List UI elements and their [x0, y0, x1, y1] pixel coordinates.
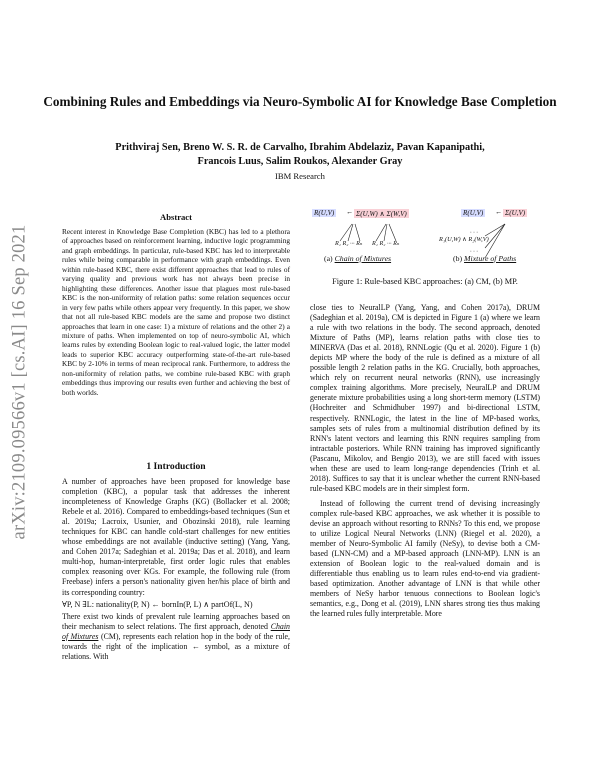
- intro-p2-end: (CM), represents each relation hop in the body of the rule, towards the right of the implication ← symbol, as a mixture of relations. With: [62, 631, 291, 661]
- figure-1-caption: Figure 1: Rule-based KBC approaches: (a) CM, (b) MP.: [332, 277, 518, 286]
- subcaption-b-label: (b): [453, 254, 465, 263]
- intro-paragraph-1: A number of approaches have been proposed for knowledge base completion (KBC), a popular task that addresses the inherent incompleteness of Knowledge Graphs (KG) (Bollacker et al. 2008; Rebele et al. 2016). Compared to embeddings-based techniques (Sun et al. 2019a; Lacroix, Usunier, and Obozinski 2018), rule learning techniques for KBC can handle cold-start challenges for new entities whose embeddings are not available (inductive setting) (Yang, Yang, and Cohen 2017a; Sadeghian et al. 2019a; Das et al. 2018), and learn multi-hop, human-interpretable, first order logic rules that enables complex reasoning over KGs. For example, the following rule (from Freebase) infers a person's nationality given her/his place of birth and its corresponding country:: [62, 477, 290, 597]
- intro-p2-cm-term: Chain of Mixtures: [62, 621, 290, 641]
- mp-implication-arrow: ←: [495, 208, 503, 216]
- mp-dots-top: · · ·: [470, 229, 478, 236]
- cm-head-relation: R(U,V): [314, 209, 335, 217]
- mp-head-relation: R(U,V): [463, 209, 484, 217]
- right-paragraph-1: close ties to NeuralLP (Yang, Yang, and Cohen 2017a), DRUM (Sadeghian et al. 2019a), CM is depicted in Figure 1 (a) where we learn a rule with two relations in the body. The second approach, denoted Mixture of Paths (MP), learns relation paths with close ties to MINERVA (Das et al. 2018), RNNLogic (Qu et al. 2020). Figure 1 (b) depicts MP where the body of the rule is defined as a mixture of all possible length 2 relation paths in the KG. Crucially, both approaches, which rely on recurrent neural networks (RNN), use increasingly complex training algorithms. More precisely, NeuralLP and DRUM generate mixture probabilities using a long short-term memory (LSTM) (Hochreiter and Schmidhuber 1997) and bi-directional LSTM, respectively. RNNLogic, the latest in the line of MP-based works, samples sets of rules from a multinomial distribution defined by its RNN's latent vectors and learning this RNN requires sampling from intractable posteriors. While RNN training has improved significantly (Pascanu, Mikolov, and Bengio 2013), we are still faced with issues when these are used to learn long-range dependencies (Trinh et al. 2018). Suffices to say that it is unclear whether the current RNN-based rule-based KBC models are in their simplest form.: [310, 303, 540, 493]
- right-paragraph-2: Instead of following the current trend of devising increasingly complex rule-based KBC approaches, we ask whether it is possible to devise an approach without resorting to RNNs? To this end, we propose to utilize Logical Neural Networks (LNN) (Riegel et al. 2020), a member of Neuro-Symbolic AI family (NeSy), to devise both a CM-based (LNN-CM) and a MP-based approach (LNN-MP). LNN is an extension of Boolean logic to the real-valued domain and is differentiable thus enabling us to learn rules end-to-end via gradient-based optimization. Another advantage of LNN is that while other members of NeSy harbor tenuous connections to Boolean logic's semantics, e.g., Dong et al. (2019), LNN shares strong ties thus making the learned rules fully interpretable. More: [310, 498, 540, 619]
- section-heading-introduction: 1 Introduction: [146, 461, 206, 472]
- authors-line-1: Prithviraj Sen, Breno W. S. R. de Carvalho, Ibrahim Abdelaziz, Pavan Kapanipathi,: [115, 142, 485, 153]
- nationality-rule-formula: ∀P, N ∃L: nationality(P, N) ← bornIn(P, L) ∧ partOf(L, N): [62, 599, 253, 609]
- arxiv-stamp: [2, 188, 38, 576]
- affiliation: IBM Research: [275, 171, 325, 181]
- author-list: [60, 141, 540, 168]
- subcaption-b-title: Mixture of Paths: [464, 254, 517, 263]
- subcaption-a: [324, 254, 391, 263]
- intro-p2-start: There exist two kinds of prevalent rule learning approaches based on their mechanism to select relations. The first approach, denoted: [62, 611, 290, 631]
- intro-paragraph-2: [62, 612, 290, 662]
- subcaption-b: [453, 254, 516, 263]
- abstract-body: Recent interest in Knowledge Base Completion (KBC) has led to a plethora of approaches based on reinforcement learning, inductive logic programming and graph embeddings. In particular, rule-based KBC has led to interpretable rules while being comparable in performance with graph embeddings. Even within rule-based KBC, there exist different approaches that lead to rules of varying quality and previous work has not always been precise in highlighting these differences. Another issue that plagues most rule-based KBC is the non-uniformity of relation paths: some relation sequences occur in very few paths while others appear very frequently. In this paper, we show that not all rule-based KBC models are the same and propose two distinct approaches that learn in one case: 1) a mixture of relations and the other 2) a mixture of paths. When implemented on top of neuro-symbolic AI, which learns rules by extending Boolean logic to real-valued logic, the latter model leads to superior KBC accuracy outperforming state-of-the-art rule-based KBC by 2-10% in terms of mean reciprocal rank. Furthermore, to address the non-uniformity of relation paths, we combine rule-based KBC with graph embeddings thus improving our results even further and achieving the best of both worlds.: [62, 227, 290, 397]
- introduction-left-column: [62, 477, 290, 662]
- subcaption-a-label: (a): [324, 254, 335, 263]
- cm-implication-arrow: ←: [346, 208, 354, 216]
- right-column-text: [310, 303, 540, 619]
- mp-body-mixture: Σ(U,V): [505, 209, 526, 217]
- figure-1: [310, 206, 540, 266]
- arxiv-id: arXiv:2109.09566v1 [cs.AI] 16 Sep 2021: [9, 224, 30, 540]
- authors-line-2: Francois Luus, Salim Roukos, Alexander Gray: [197, 155, 403, 167]
- mp-relation-path: R₁(U,W) ∧ R₂(W,V): [439, 236, 489, 243]
- mp-dots-bottom: · · ·: [470, 248, 478, 255]
- cm-body-mixtures: Σ(U,W) ∧ Σ(W,V): [356, 210, 407, 218]
- cm-relations-first-hop: R₁ R₂ ··· Rₙ: [335, 240, 363, 247]
- subcaption-a-title: Chain of Mixtures: [334, 254, 392, 263]
- abstract-heading: Abstract: [160, 212, 192, 222]
- paper-title: Combining Rules and Embeddings via Neuro-Symbolic AI for Knowledge Base Completion: [43, 94, 557, 109]
- cm-relations-second-hop: R₁ R₂ ··· Rₙ: [372, 240, 400, 247]
